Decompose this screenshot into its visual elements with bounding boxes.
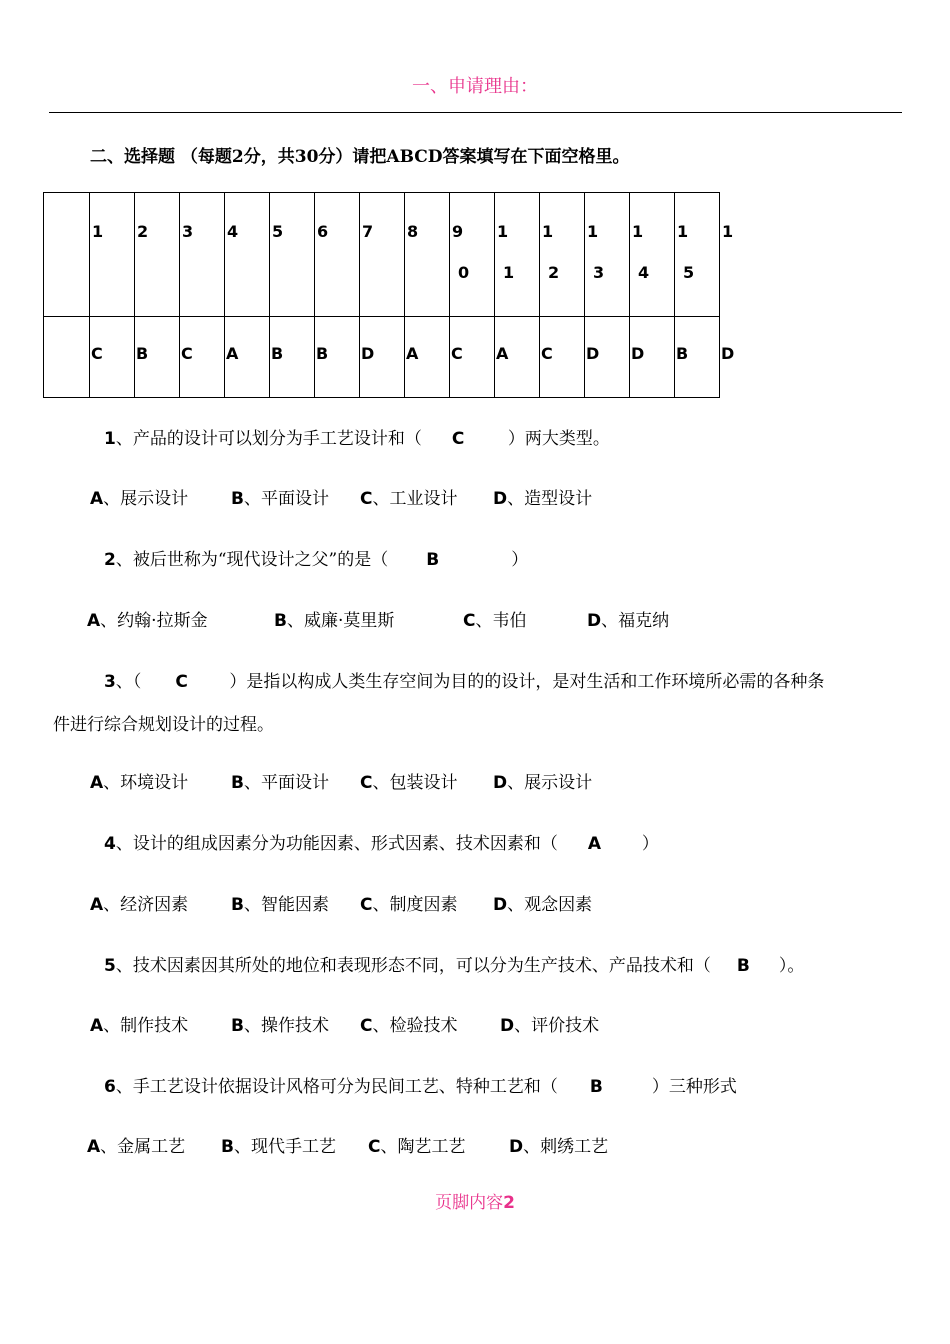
option-c: C、陶艺工艺 <box>368 1137 466 1157</box>
question-3-stem-continued: 件进行综合规划设计的过程。 <box>53 715 274 735</box>
question-4-options <box>90 890 592 915</box>
option-a: A、环境设计 <box>90 773 189 793</box>
option-d: D、造型设计 <box>493 489 593 509</box>
question-number-cell: 9 0 <box>450 193 495 317</box>
answer-cell: C <box>90 317 135 398</box>
option-d: D、观念因素 <box>493 895 593 915</box>
page-footer <box>0 1188 950 1213</box>
option-b: B、操作技术 <box>231 1016 329 1036</box>
question-5-stem: 5、技术因素因其所处的地位和表现形态不同，可以分为生产技术、产品技术和（ B ）。 <box>104 956 805 976</box>
option-b: B、平面设计 <box>231 489 329 509</box>
question-number-cell: 3 <box>180 193 225 317</box>
header-divider <box>49 112 902 113</box>
option-b: B、平面设计 <box>231 773 329 793</box>
question-number-cell: 2 <box>135 193 180 317</box>
option-c: C、制度因素 <box>360 895 458 915</box>
answer-cell: D <box>585 317 630 398</box>
answer-table <box>43 192 741 398</box>
option-d: D、刺绣工艺 <box>509 1137 609 1157</box>
option-a: A、展示设计 <box>90 489 189 509</box>
question-2-options <box>87 606 669 631</box>
question-number-cell: 4 <box>225 193 270 317</box>
answer-cell: D <box>360 317 405 398</box>
section-heading: 二、选择题 （每题2分，共30分）请把ABCD答案填写在下面空格里。 <box>90 147 630 167</box>
answer-table-number-row <box>44 193 741 317</box>
option-c: C、工业设计 <box>360 489 458 509</box>
question-3-options <box>90 768 592 793</box>
question-1-stem: 1、产品的设计可以划分为手工艺设计和（ C ）两大类型。 <box>104 429 610 449</box>
option-c: C、韦伯 <box>463 611 527 631</box>
question-number-cell: 1 5 <box>675 193 720 317</box>
page-number: 2 <box>503 1193 515 1213</box>
option-d: D、福克纳 <box>587 611 670 631</box>
option-a: A、制作技术 <box>90 1016 189 1036</box>
option-c: C、包装设计 <box>360 773 458 793</box>
answer-cell: D <box>721 343 735 363</box>
answer-cell: D <box>630 317 675 398</box>
question-number-cell: 7 <box>360 193 405 317</box>
answer-cell: A <box>495 317 540 398</box>
question-number-cell: 8 <box>405 193 450 317</box>
question-4-stem: 4、设计的组成因素分为功能因素、形式因素、技术因素和（ A ） <box>104 834 659 854</box>
answer-cell: A <box>405 317 450 398</box>
question-number-cell: 1 <box>90 193 135 317</box>
question-6-options <box>87 1132 608 1157</box>
answer-cell: C <box>450 317 495 398</box>
option-b: B、威廉·莫里斯 <box>274 611 395 631</box>
question-2-stem: 2、被后世称为“现代设计之父”的是（ B ） <box>104 550 529 570</box>
page-header-title: 一、申请理由： <box>412 76 538 97</box>
question-5-options <box>90 1011 599 1036</box>
option-b: B、智能因素 <box>231 895 329 915</box>
answer-cell: C <box>540 317 585 398</box>
answer-table-corner-cell <box>44 193 90 317</box>
answer-cell: A <box>225 317 270 398</box>
answer-cell: B <box>270 317 315 398</box>
option-a: A、约翰·拉斯金 <box>87 611 208 631</box>
option-a: A、经济因素 <box>90 895 189 915</box>
question-number-cell: 6 <box>315 193 360 317</box>
question-1-options <box>90 484 592 509</box>
option-d: D、评价技术 <box>500 1016 600 1036</box>
question-number-cell: 1 4 <box>630 193 675 317</box>
question-number-cell: 5 <box>270 193 315 317</box>
option-a: A、金属工艺 <box>87 1137 186 1157</box>
answer-table-answer-row <box>44 317 741 398</box>
question-6-stem: 6、手工艺设计依据设计风格可分为民间工艺、特种工艺和（ B ）三种形式 <box>104 1077 737 1097</box>
question-number-cell: 1 1 <box>495 193 540 317</box>
answer-cell: B <box>315 317 360 398</box>
answer-cell: B <box>675 317 720 398</box>
answer-cell: C <box>180 317 225 398</box>
question-number-cell: 1 <box>722 221 734 241</box>
option-c: C、检验技术 <box>360 1016 458 1036</box>
answer-cell: B <box>135 317 180 398</box>
answer-table-corner-cell <box>44 317 90 398</box>
option-b: B、现代手工艺 <box>221 1137 336 1157</box>
option-d: D、展示设计 <box>493 773 593 793</box>
question-number-cell: 1 3 <box>585 193 630 317</box>
question-3-stem: 3、（ C ）是指以构成人类生存空间为目的的设计，是对生活和工作环境所必需的各种条 <box>104 672 825 692</box>
question-number-cell: 1 2 <box>540 193 585 317</box>
footer-text: 页脚内容 <box>435 1193 504 1213</box>
